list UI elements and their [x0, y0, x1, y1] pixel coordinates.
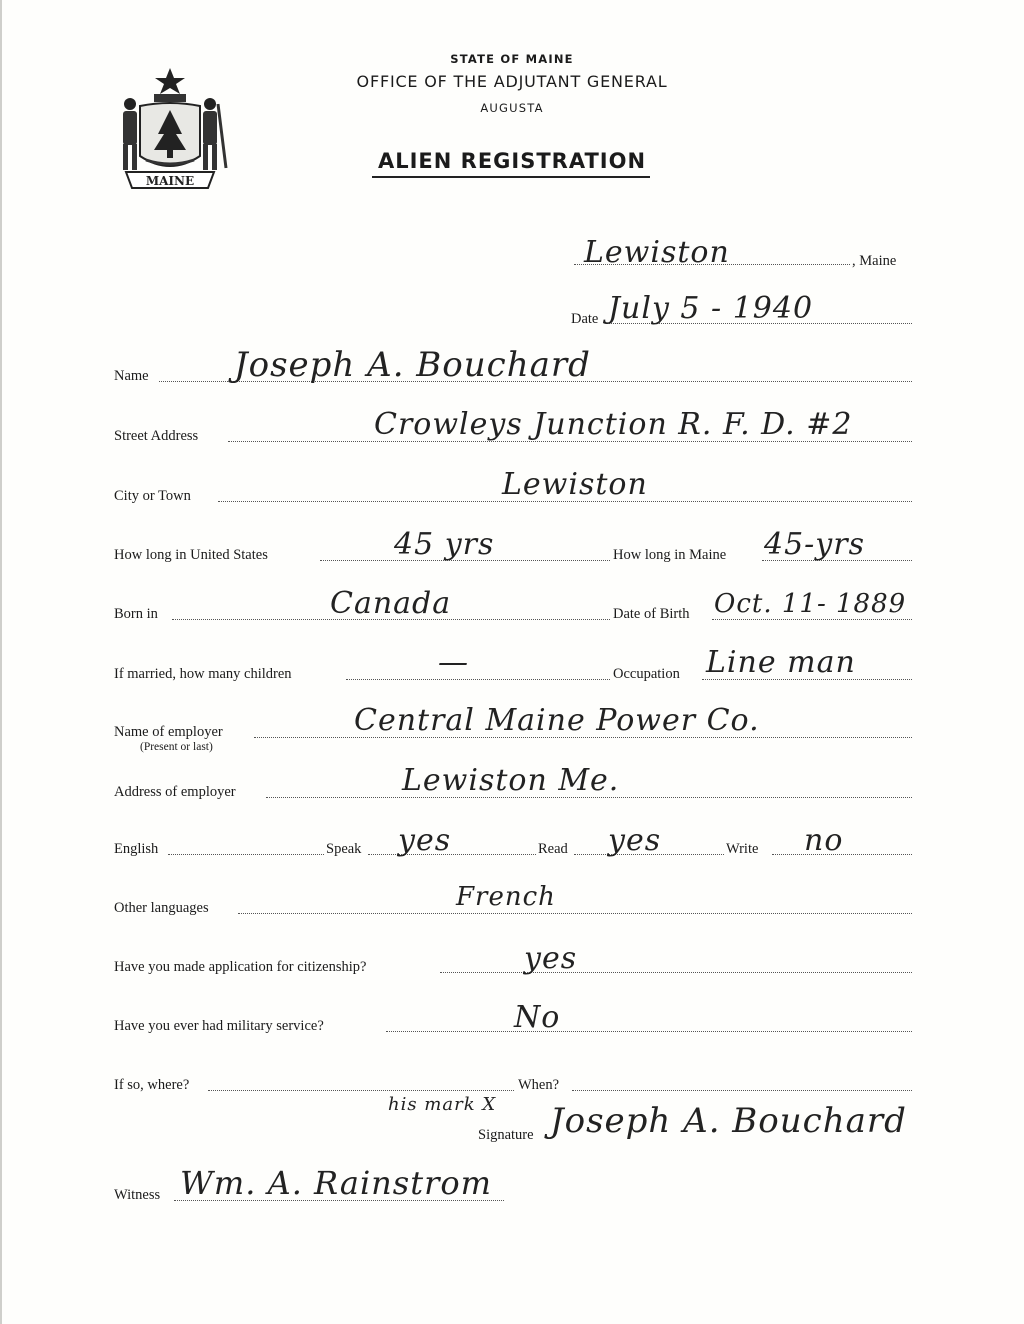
speak-label: Speak: [326, 841, 362, 857]
years-us-value: 45 yrs: [394, 527, 495, 562]
read-value: yes: [608, 823, 662, 858]
street-label: Street Address: [114, 428, 199, 444]
english-dots: [168, 854, 324, 855]
occupation-label: Occupation: [613, 666, 680, 682]
header-state: STATE OF MAINE: [450, 52, 574, 66]
write-label: Write: [726, 841, 759, 857]
signature-label: Signature: [478, 1127, 534, 1143]
date-label: Date: [571, 311, 599, 327]
dob-value: Oct. 11- 1889: [714, 589, 907, 619]
employer-address-label: Address of employer: [114, 784, 236, 800]
years-us-label: How long in United States: [114, 547, 268, 563]
born-in-value: Canada: [330, 586, 452, 621]
other-lang-dots: [238, 913, 912, 914]
english-label: English: [114, 841, 159, 857]
header-office: OFFICE OF THE ADJUTANT GENERAL: [356, 72, 668, 91]
employer-sublabel: (Present or last): [140, 741, 213, 753]
where-label: If so, where?: [114, 1077, 190, 1093]
location-suffix: , Maine: [852, 253, 897, 269]
form-title: ALIEN REGISTRATION: [377, 149, 647, 173]
where-dots: [208, 1090, 514, 1091]
when-dots: [572, 1090, 912, 1091]
signature-mark: his mark X: [388, 1094, 497, 1115]
military-label: Have you ever had military service?: [114, 1018, 324, 1034]
name-label: Name: [114, 368, 149, 384]
witness-value: Wm. A. Rainstrom: [180, 1164, 492, 1202]
children-value: —: [438, 645, 469, 680]
location-value: Lewiston: [584, 235, 730, 270]
signature-value: Joseph A. Bouchard: [550, 1101, 907, 1141]
employer-label: Name of employer: [114, 724, 223, 740]
speak-value: yes: [398, 823, 452, 858]
children-label: If married, how many children: [114, 666, 292, 682]
citizenship-dots: [440, 972, 912, 973]
witness-label: Witness: [114, 1187, 161, 1203]
speak-dots: [368, 854, 536, 855]
children-dots: [346, 679, 610, 680]
header-city: AUGUSTA: [480, 101, 544, 115]
years-maine-value: 45-yrs: [764, 527, 865, 562]
street-value: Crowleys Junction R. F. D. #2: [374, 407, 853, 442]
occupation-value: Line man: [706, 645, 856, 680]
svg-text:MAINE: MAINE: [145, 174, 195, 188]
date-value: July 5 - 1940: [608, 291, 814, 326]
dob-label: Date of Birth: [613, 606, 690, 622]
read-label: Read: [538, 841, 568, 857]
when-label: When?: [518, 1077, 560, 1093]
citizenship-value: yes: [524, 941, 578, 976]
born-in-label: Born in: [114, 606, 158, 622]
city-label: City or Town: [114, 488, 191, 504]
write-value: no: [804, 823, 844, 858]
citizenship-label: Have you made application for citizenship?: [114, 959, 367, 975]
title-underline: [372, 176, 650, 178]
city-value: Lewiston: [502, 467, 648, 502]
employer-address-value: Lewiston Me.: [402, 763, 620, 798]
years-maine-label: How long in Maine: [613, 547, 727, 563]
name-value: Joseph A. Bouchard: [234, 345, 591, 385]
military-value: No: [514, 1000, 561, 1035]
dob-dots: [712, 619, 912, 620]
military-dots: [386, 1031, 912, 1032]
employer-value: Central Maine Power Co.: [354, 703, 760, 738]
other-lang-value: French: [456, 882, 556, 912]
maine-state-seal-icon: [110, 64, 230, 194]
other-lang-label: Other languages: [114, 900, 209, 916]
